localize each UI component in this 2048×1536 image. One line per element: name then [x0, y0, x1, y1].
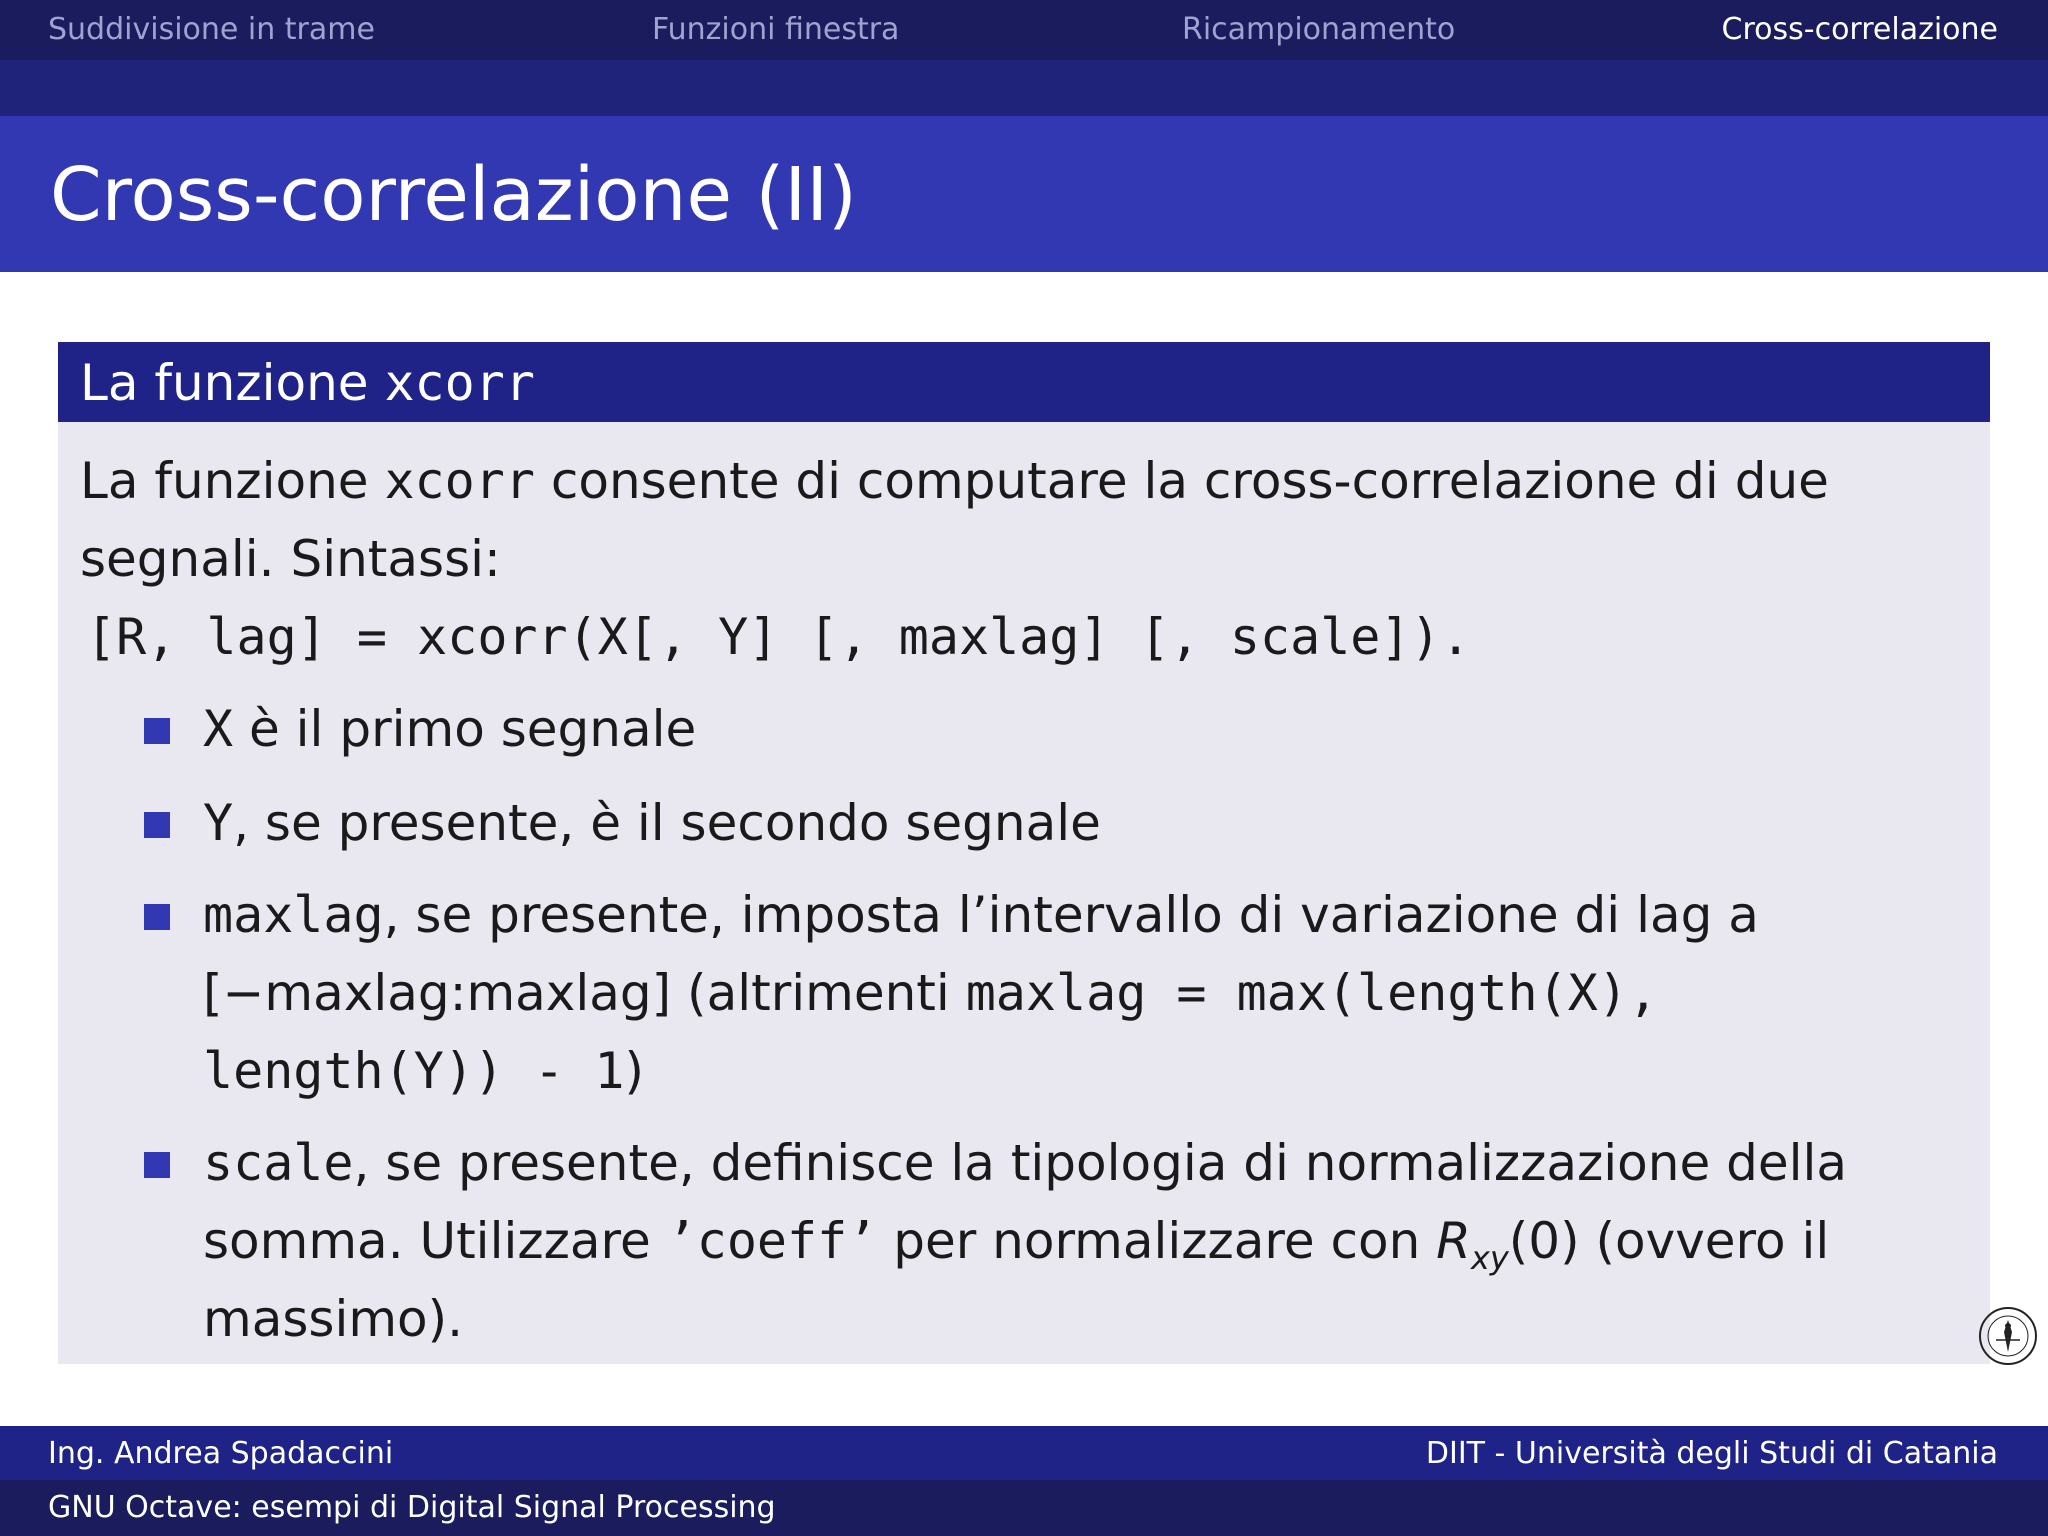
item-text: è il primo segnale	[233, 700, 697, 758]
intro-text-cont: consente di computare la cross-correlazione di due	[534, 452, 1829, 510]
block-title-code: xcorr	[384, 354, 535, 412]
item-text: (0) (ovvero il	[1508, 1212, 1830, 1270]
nav-item-suddivisione[interactable]: Suddivisione in trame	[48, 12, 375, 47]
bullet-icon	[144, 1152, 170, 1178]
list-item-scale	[203, 1134, 1848, 1192]
item-text: )	[624, 1042, 644, 1100]
subsection-strip	[0, 60, 2048, 116]
footer-subtitle: GNU Octave: esempi di Digital Signal Processing	[48, 1490, 776, 1525]
math-r: R	[1436, 1212, 1471, 1270]
footer-bottom	[0, 1480, 2048, 1536]
list-item-maxlag-line-2	[203, 964, 1659, 1022]
item-code: maxlag = max(length(X),	[965, 964, 1659, 1022]
list-item-maxlag-line-3	[203, 1042, 644, 1100]
nav-item-ricampionamento[interactable]: Ricampionamento	[1182, 12, 1456, 47]
math-subscript: xy	[1470, 1239, 1509, 1277]
item-code: ’coeff’	[666, 1212, 878, 1270]
list-item-scale-line-2	[203, 1212, 1830, 1277]
intro-code: xcorr	[384, 452, 535, 510]
list-item-maxlag	[203, 886, 1759, 944]
footer-top	[0, 1426, 2048, 1480]
nav-item-cross-correlazione[interactable]: Cross-correlazione	[1721, 12, 1998, 47]
list-item-y	[203, 794, 1101, 852]
param-scale: scale	[203, 1134, 354, 1192]
section-navigation	[0, 0, 2048, 60]
frame-title: Cross-correlazione (II)	[50, 152, 857, 238]
item-text: [−maxlag:maxlag] (altrimenti	[203, 964, 966, 1022]
item-text: , se presente, imposta l’intervallo di variazione di lag a	[383, 886, 1759, 944]
param-x: X	[203, 700, 234, 758]
list-item-scale-line-3: massimo).	[203, 1290, 464, 1348]
item-text: , se presente, definisce la tipologia di normalizzazione della	[353, 1134, 1848, 1192]
list-item-x	[203, 700, 697, 758]
intro-text: La funzione	[80, 452, 385, 510]
item-text: , se presente, è il secondo segnale	[233, 794, 1101, 852]
item-text: somma. Utilizzare	[203, 1212, 667, 1270]
intro-line-1	[80, 452, 1829, 510]
footer-author: Ing. Andrea Spadaccini	[48, 1436, 394, 1471]
param-y: Y	[203, 794, 234, 852]
nav-item-funzioni-finestra[interactable]: Funzioni finestra	[652, 12, 900, 47]
item-code: length(Y)) - 1	[203, 1042, 625, 1100]
bullet-icon	[144, 904, 170, 930]
university-seal-icon	[1968, 1296, 2040, 1376]
bullet-icon	[144, 812, 170, 838]
syntax-line: [R, lag] = xcorr(X[, Y] [, maxlag] [, scale]).	[86, 608, 1471, 666]
intro-line-2: segnali. Sintassi:	[80, 530, 501, 588]
bullet-icon	[144, 718, 170, 744]
block-title-prefix: La funzione	[80, 354, 385, 412]
block-body	[58, 422, 1990, 1364]
frame-title-bar	[0, 116, 2048, 272]
block-title	[80, 356, 535, 411]
item-text: per normalizzare con	[877, 1212, 1437, 1270]
block-header	[58, 342, 1990, 422]
param-maxlag: maxlag	[203, 886, 384, 944]
footer-institution: DIIT - Università degli Studi di Catania	[1425, 1436, 1998, 1471]
